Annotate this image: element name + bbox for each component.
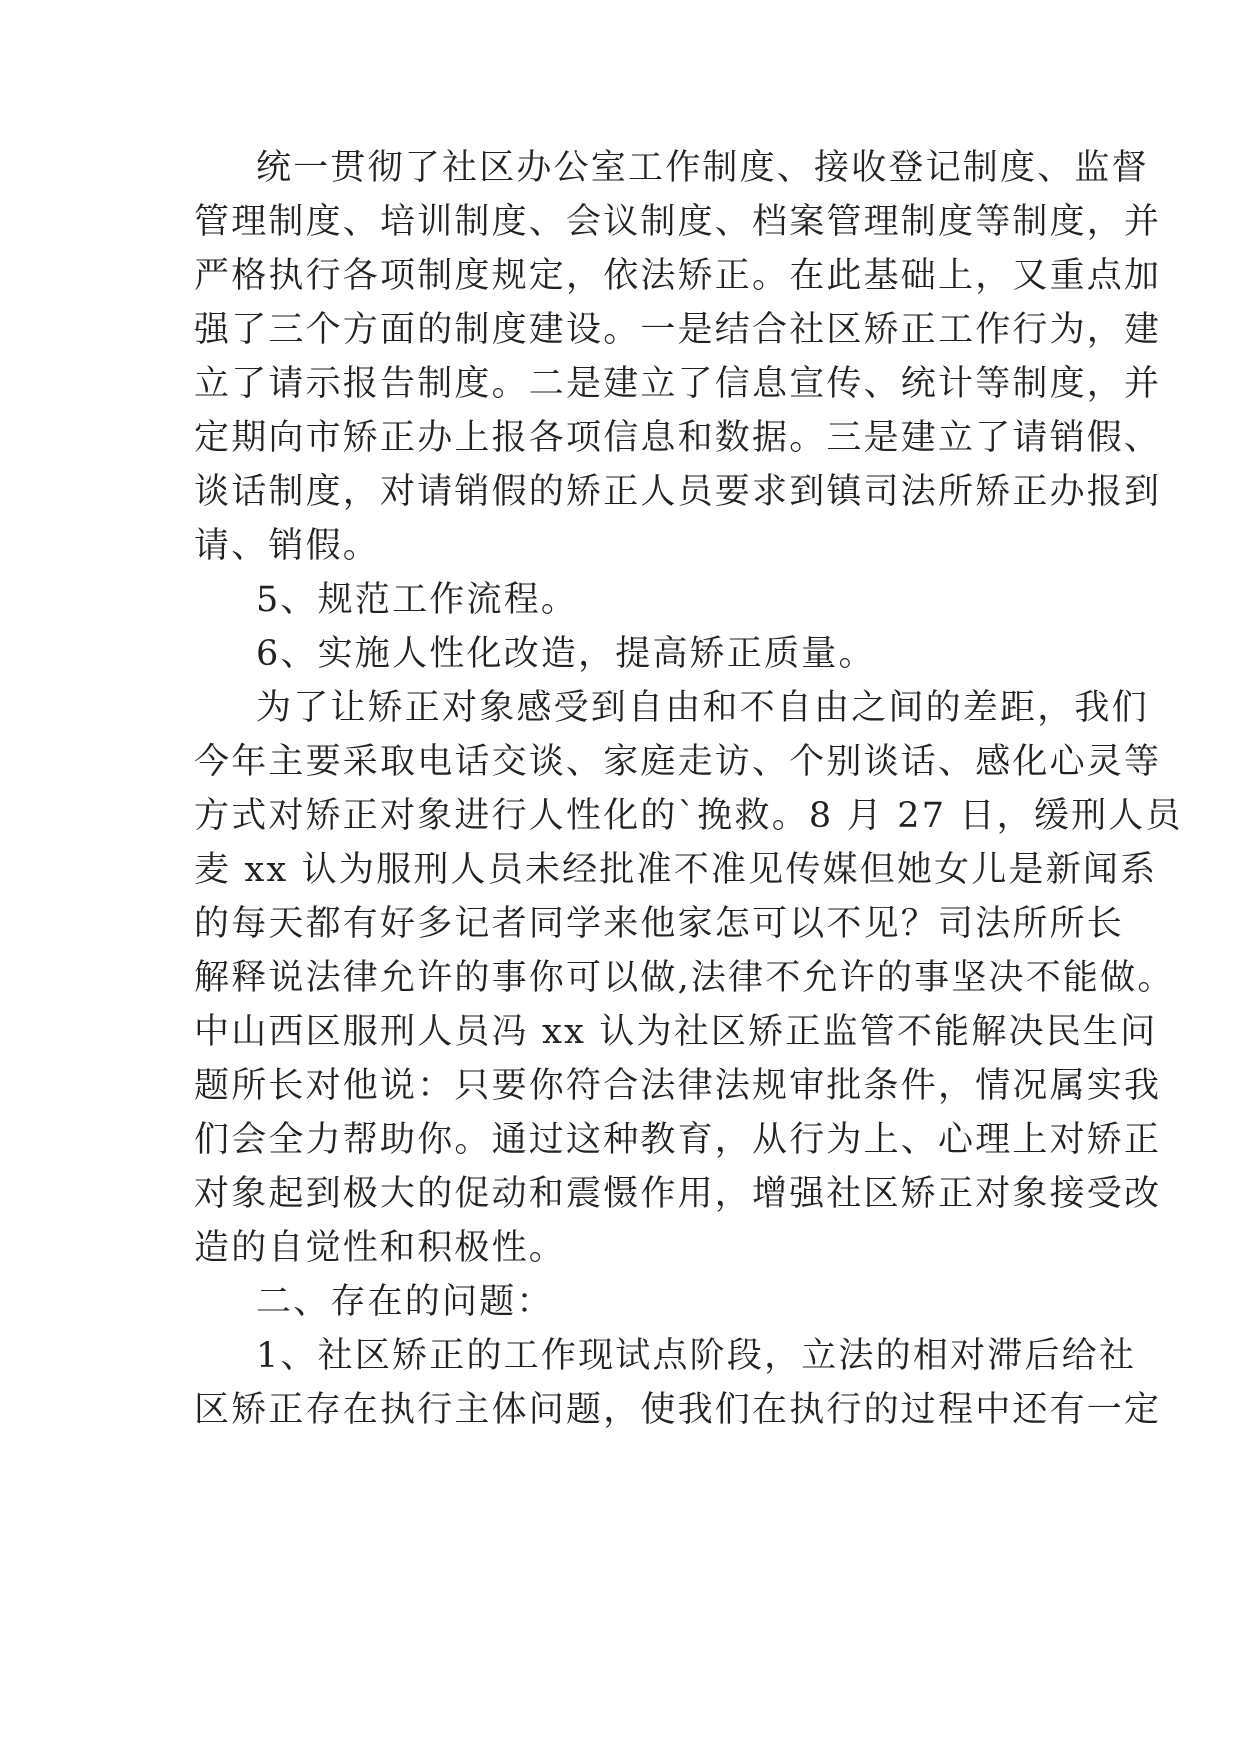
list-item-heading: 5、规范工作流程。: [256, 580, 579, 620]
paragraph-line: 方式对矫正对象进行人性化的`挽救。8 月 27 日，缓刑人员: [194, 796, 1183, 836]
paragraph-line: 严格执行各项制度规定，依法矫正。在此基础上，又重点加: [194, 256, 1162, 296]
paragraph-line: 强了三个方面的制度建设。一是结合社区矫正工作行为，建: [194, 310, 1162, 350]
paragraph-line: 们会全力帮助你。通过这种教育，从行为上、心理上对矫正: [194, 1120, 1162, 1160]
paragraph-line: 区矫正存在执行主体问题，使我们在执行的过程中还有一定: [194, 1390, 1162, 1430]
paragraph-line: 统一贯彻了社区办公室工作制度、接收登记制度、监督: [256, 148, 1149, 188]
paragraph-line: 造的自觉性和积极性。: [194, 1228, 567, 1268]
paragraph-line: 题所长对他说：只要你符合法律法规审批条件，情况属实我: [194, 1066, 1162, 1106]
list-item-heading: 6、实施人性化改造，提高矫正质量。: [256, 634, 876, 674]
paragraph-line: 请、销假。: [194, 526, 381, 566]
paragraph-line: 谈话制度，对请销假的矫正人员要求到镇司法所矫正办报到: [194, 472, 1162, 512]
paragraph-line: 1、社区矫正的工作现试点阶段，立法的相对滞后给社: [256, 1336, 1137, 1376]
paragraph-line: 对象起到极大的促动和震慑作用，增强社区矫正对象接受改: [194, 1174, 1162, 1214]
paragraph-line: 为了让矫正对象感受到自由和不自由之间的差距，我们: [256, 688, 1149, 728]
paragraph-line: 定期向市矫正办上报各项信息和数据。三是建立了请销假、: [194, 418, 1162, 458]
paragraph-line: 今年主要采取电话交谈、家庭走访、个别谈话、感化心灵等: [194, 742, 1162, 782]
paragraph-line: 立了请示报告制度。二是建立了信息宣传、统计等制度，并: [194, 364, 1162, 404]
paragraph-line: 管理制度、培训制度、会议制度、档案管理制度等制度，并: [194, 202, 1162, 242]
paragraph-line: 的每天都有好多记者同学来他家怎可以不见？司法所所长: [194, 904, 1125, 944]
section-heading: 二、存在的问题：: [256, 1282, 554, 1322]
paragraph-line: 中山西区服刑人员冯 xx 认为社区矫正监管不能解决民生问: [194, 1012, 1158, 1052]
paragraph-line: 解释说法律允许的事你可以做,法律不允许的事坚决不能做。: [194, 958, 1175, 998]
paragraph-line: 麦 xx 认为服刑人员未经批准不准见传媒但她女儿是新闻系: [194, 850, 1158, 890]
